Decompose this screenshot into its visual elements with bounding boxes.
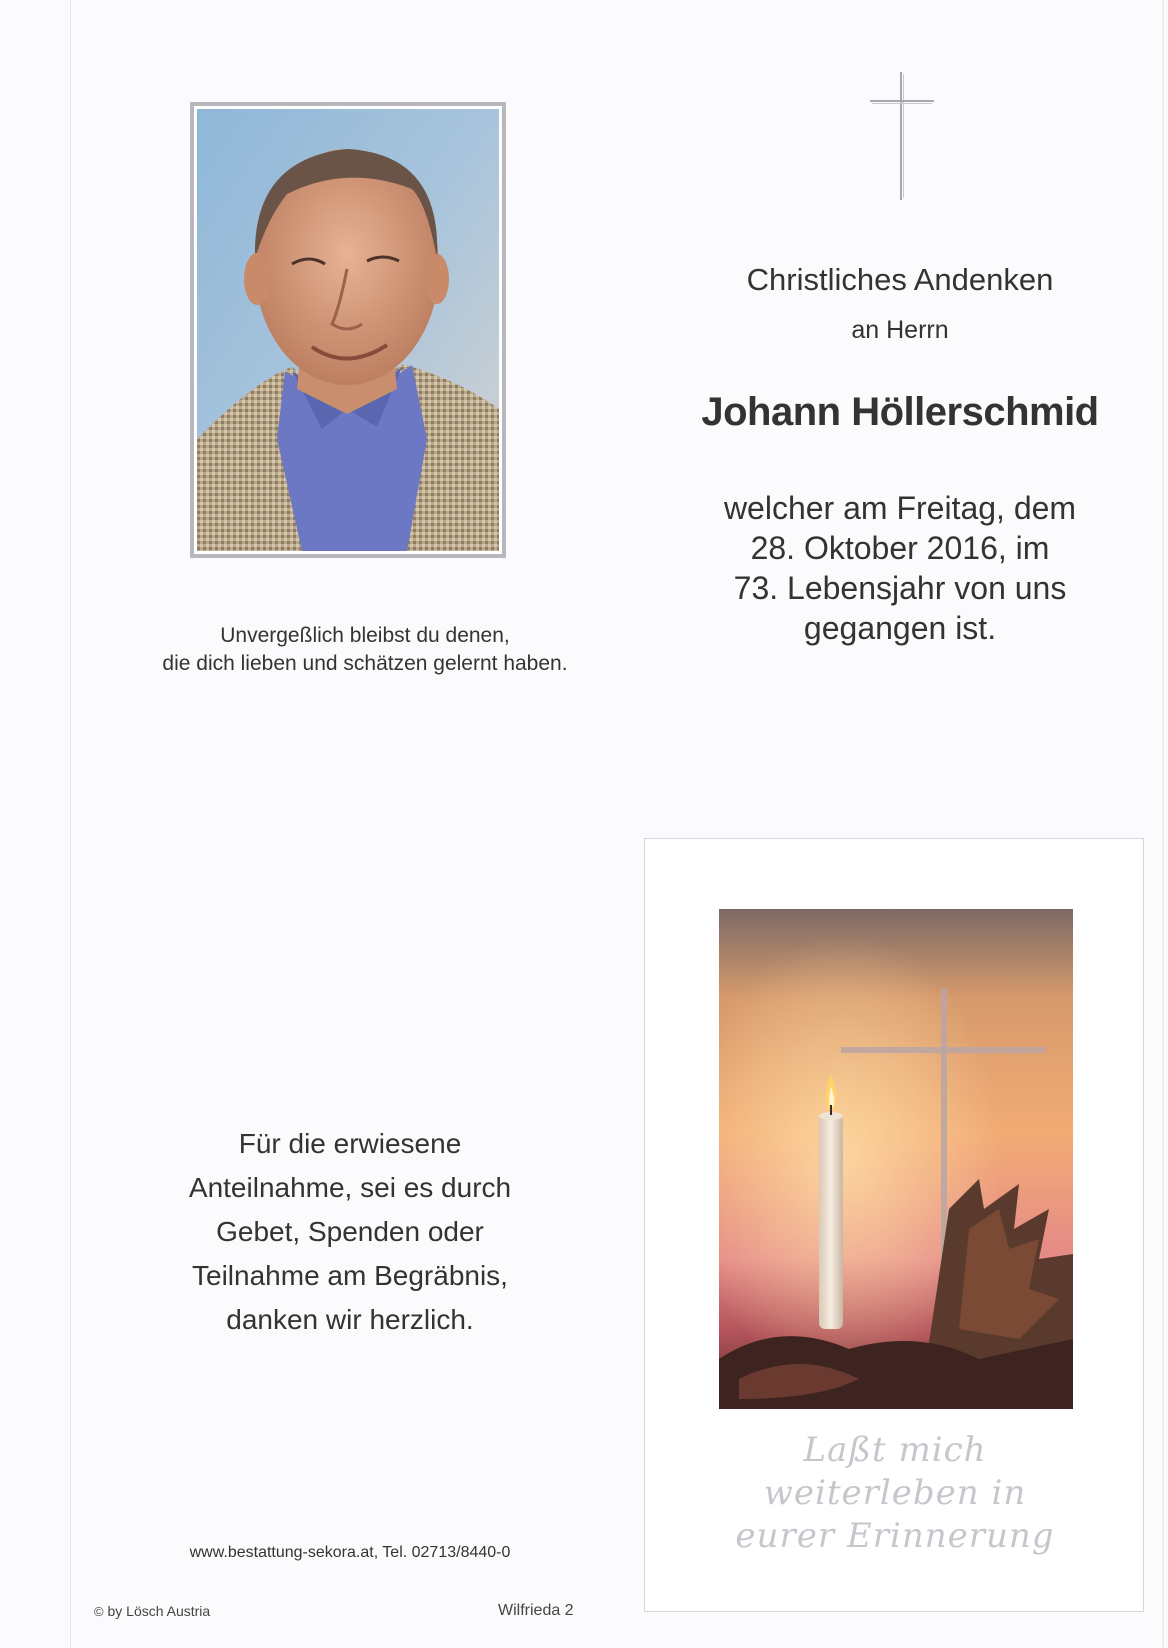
reference-code: Wilfrieda 2 bbox=[498, 1602, 574, 1619]
death-line: 28. Oktober 2016, im bbox=[750, 530, 1050, 566]
thanks-line: Für die erwiesene bbox=[238, 1128, 462, 1159]
memorial-verse bbox=[645, 1429, 1145, 1558]
thanks-line: Anteilnahme, sei es durch bbox=[188, 1172, 512, 1203]
death-notice bbox=[700, 488, 1100, 648]
thanks-line: danken wir herzlich. bbox=[226, 1304, 474, 1335]
death-line: welcher am Freitag, dem bbox=[723, 490, 1077, 526]
death-line: 73. Lebensjahr von uns bbox=[733, 570, 1067, 606]
motto-line: Unvergeßlich bleibst du denen, bbox=[220, 624, 510, 647]
candle-and-cross-picture bbox=[719, 909, 1073, 1409]
funeral-home-contact: www.bestattung-sekora.at, Tel. 02713/8440-0 bbox=[189, 1544, 511, 1561]
verse-line: eurer Erinnerung bbox=[735, 1516, 1055, 1556]
page-edge bbox=[1162, 0, 1164, 1648]
thanks-line: Teilnahme am Begräbnis, bbox=[192, 1260, 508, 1291]
thanks-message bbox=[150, 1122, 550, 1342]
deceased-name: Johann Höllerschmid bbox=[701, 390, 1099, 434]
memorial-motto bbox=[130, 622, 600, 678]
copyright-text: by Lösch Austria bbox=[107, 1603, 211, 1619]
subheading: an Herrn bbox=[851, 316, 949, 344]
portrait-image bbox=[197, 109, 499, 551]
death-line: gegangen ist. bbox=[803, 610, 997, 646]
thanks-line: Gebet, Spenden oder bbox=[216, 1216, 484, 1247]
heading: Christliches Andenken bbox=[746, 262, 1054, 297]
copyright bbox=[94, 1603, 210, 1619]
verse-line: Laßt mich bbox=[803, 1430, 987, 1470]
cross-icon bbox=[870, 72, 934, 202]
copyright-icon: © bbox=[94, 1604, 104, 1619]
fold-line bbox=[70, 0, 71, 1648]
candle-image bbox=[719, 909, 1073, 1409]
verse-line: weiterleben in bbox=[763, 1473, 1027, 1513]
portrait-photo bbox=[190, 102, 506, 558]
memorial-card bbox=[644, 838, 1144, 1612]
motto-line: die dich lieben und schätzen gelernt haben. bbox=[162, 652, 568, 675]
